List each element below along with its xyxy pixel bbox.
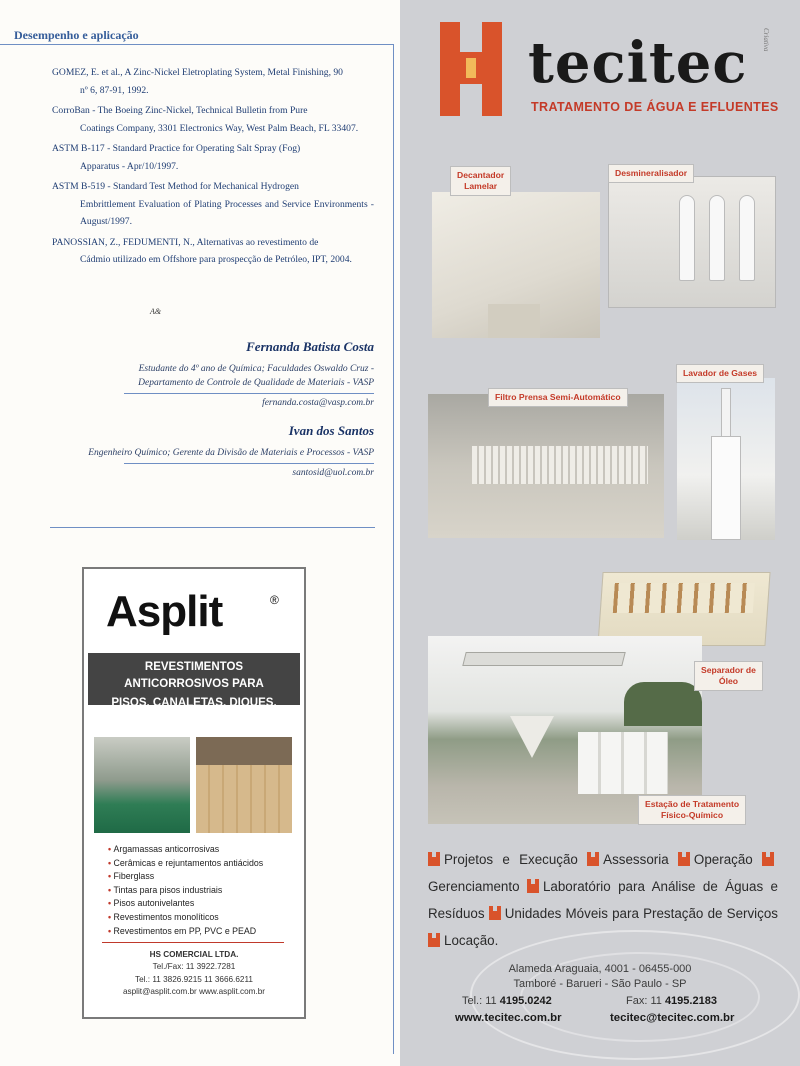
reference-text-cont: Apparatus - Apr/10/1997.: [80, 160, 179, 172]
filter-plates: [472, 446, 648, 484]
oil-separator-image: [597, 572, 770, 646]
reference-item: [52, 102, 374, 137]
email-web: asplit@asplit.com.br www.asplit.com.br: [122, 986, 266, 996]
references-list: [52, 64, 374, 272]
telfax: Tel./Fax: 11 3922.7281: [152, 962, 236, 972]
label-line: Físico-Químico: [661, 810, 724, 820]
label-line: Estação de Tratamento: [645, 799, 740, 809]
section-end-rule: [50, 527, 375, 528]
column-shape: [739, 195, 755, 281]
tiled-floor-photo-shadow: [196, 737, 292, 765]
reference-item: [52, 140, 374, 175]
service-item: Laboratório para Análise de Águas e Resíduos: [428, 879, 778, 921]
heading-line: PISOS, CANALETAS, DIQUES,: [111, 697, 277, 709]
label-line: Lavador de Gases: [683, 368, 758, 378]
service-item: Projetos e Execução: [444, 852, 578, 867]
company-name: HS COMERCIAL LTDA.: [149, 950, 239, 959]
fax-line: [626, 995, 717, 1007]
bullet-icon: [428, 933, 440, 947]
service-item: Unidades Móveis para Prestação de Serviços: [504, 906, 778, 921]
tel-number: 4195.0242: [499, 995, 552, 1007]
cone-tank: [510, 716, 554, 758]
tanks: [578, 732, 668, 794]
heading-line: TANQUES E REATORES .: [124, 714, 264, 726]
bullet-icon: [587, 852, 599, 866]
header-rule: [0, 44, 393, 45]
reference-item: [52, 178, 374, 231]
trees: [624, 682, 702, 726]
reference-text: CorroBan - The Boeing Zinc-Nickel, Technical Bulletin from Pure: [52, 105, 308, 116]
reference-text: PANOSSIAN, Z., FEDUMENTI, N., Alternativas ao revestimento de: [52, 236, 319, 248]
product-label: [676, 364, 764, 383]
list-item: • Fiberglass: [108, 870, 263, 884]
reference-text-cont: nº 6, 87-91, 1992.: [80, 84, 149, 96]
list-item: • Argamassas anticorrosivas: [108, 843, 263, 857]
product-label: [694, 661, 763, 691]
fax-prefix: Fax: 11: [626, 995, 662, 1007]
web-contact: [455, 1012, 755, 1024]
label-line: Filtro Prensa Semi-Automático: [495, 392, 621, 402]
label-line: Decantador: [457, 170, 505, 180]
service-item: Locação.: [444, 933, 499, 948]
asplit-advertisement: [82, 567, 306, 1019]
tel: Tel.: 11 3826.9215 11 3666.6211: [135, 974, 253, 984]
heading-line: ANTICORROSIVOS PARA: [124, 678, 264, 690]
reference-item: [52, 234, 374, 269]
tel-prefix: Tel.: 11: [462, 995, 497, 1007]
gas-scrubber-image: [677, 378, 775, 540]
heading-line: REVESTIMENTOS: [144, 661, 244, 673]
reference-text: ASTM B-519 - Standard Test Method for Mechanical Hydrogen: [52, 181, 299, 192]
author-rule: [124, 393, 374, 394]
product-label: [608, 164, 694, 183]
list-item: • Revestimentos em PP, PVC e PEAD: [108, 925, 263, 939]
label-line: Óleo: [718, 676, 739, 686]
list-item: • Pisos autonivelantes: [108, 897, 263, 911]
editor-initials: A&: [150, 307, 162, 316]
author-name: Fernanda Batista Costa: [246, 339, 374, 354]
scrubber-tower: [711, 436, 741, 540]
service-item: Gerenciamento: [428, 879, 520, 894]
page-side-rule: [393, 44, 394, 1054]
asplit-product-list: [108, 843, 263, 938]
reference-text: GOMEZ, E. et al., A Zinc-Nickel Eletroplating System, Metal Finishing, 90: [52, 67, 343, 78]
red-divider: [102, 942, 284, 943]
product-label: [638, 795, 746, 825]
agency-credit: Criativa: [762, 28, 770, 52]
tecitec-logo-icon: [440, 22, 502, 116]
decanter-image: [432, 192, 600, 338]
column-shape: [679, 195, 695, 281]
scrubber-stack: [721, 388, 731, 438]
address-line: Alameda Araguaia, 4001 - 06455-000: [508, 963, 692, 975]
asplit-photos: [94, 737, 292, 833]
reference-text-cont: Embrittlement Evaluation of Plating Processes and Service Environments - August/1997.: [80, 198, 374, 227]
label-line: Separador de: [701, 665, 756, 675]
factory-floor-photo: [94, 737, 190, 833]
website-link[interactable]: www.tecitec.com.br: [455, 1012, 562, 1024]
roof: [462, 652, 625, 666]
services-list: [428, 846, 778, 954]
product-label: [450, 166, 511, 196]
bullet-icon: [489, 906, 501, 920]
brand-tagline: TRATAMENTO DE ÁGUA E EFLUENTES: [531, 100, 779, 114]
bullet-icon: [527, 879, 539, 893]
email-link[interactable]: tecitec@tecitec.com.br: [610, 1012, 735, 1024]
author-email: fernanda.costa@vasp.com.br: [262, 398, 374, 408]
author-description: Engenheiro Químico; Gerente da Divisão de Materiais e Processos - VASP: [88, 448, 374, 458]
bullet-icon: [678, 852, 690, 866]
service-item: Assessoria: [603, 852, 669, 867]
filter-press-image: [428, 394, 664, 538]
separator-ribs: [613, 583, 755, 613]
reference-text: ASTM B-117 - Standard Practice for Operating Salt Spray (Fog): [52, 143, 301, 154]
logo-cut-bottom: [460, 84, 482, 116]
reference-text-cont: Cádmio utilizado em Offshore para prospecção de Petróleo, IPT, 2004.: [80, 254, 352, 265]
bullet-icon: [762, 852, 774, 866]
label-line: Lamelar: [464, 181, 498, 191]
demineralizer-image: [608, 176, 776, 308]
bullet-icon: [428, 852, 440, 866]
registered-mark: ®: [270, 593, 279, 607]
product-label: [488, 388, 628, 407]
phone-block: [462, 995, 748, 1007]
label-line: Desmineralisador: [615, 168, 688, 178]
author-block: [84, 423, 374, 478]
author-name: Ivan dos Santos: [288, 423, 374, 438]
reference-text-cont: Coatings Company, 3301 Electronics Way, West Palm Beach, FL 33407.: [80, 122, 359, 134]
author-description: Estudante do 4º ano de Química; Faculdades Oswaldo Cruz - Departamento de Controle de Qualidade de Materiais - VASP: [138, 364, 374, 388]
list-item: • Cerâmicas e rejuntamentos antiácidos: [108, 857, 263, 871]
asplit-heading: [88, 659, 300, 729]
logo-cut-top: [460, 22, 482, 52]
list-item: • Revestimentos monolíticos: [108, 911, 263, 925]
section-header: Desempenho e aplicação: [14, 28, 139, 42]
asplit-contact: [84, 949, 304, 998]
logo-bar: [466, 58, 476, 78]
asplit-logo: Asplit: [106, 587, 223, 636]
author-rule: [124, 463, 374, 464]
author-email: santosid@uol.com.br: [292, 468, 374, 478]
column-shape: [709, 195, 725, 281]
service-item: Operação: [693, 852, 753, 867]
reference-item: [52, 64, 374, 99]
address-line: Tamboré - Barueri - São Paulo - SP: [513, 978, 687, 990]
address-block: [400, 962, 800, 992]
author-block: [84, 339, 374, 408]
list-item: • Tintas para pisos industriais: [108, 884, 263, 898]
brand-name: tecitec: [528, 30, 748, 96]
fax-number: 4195.2183: [664, 995, 717, 1007]
